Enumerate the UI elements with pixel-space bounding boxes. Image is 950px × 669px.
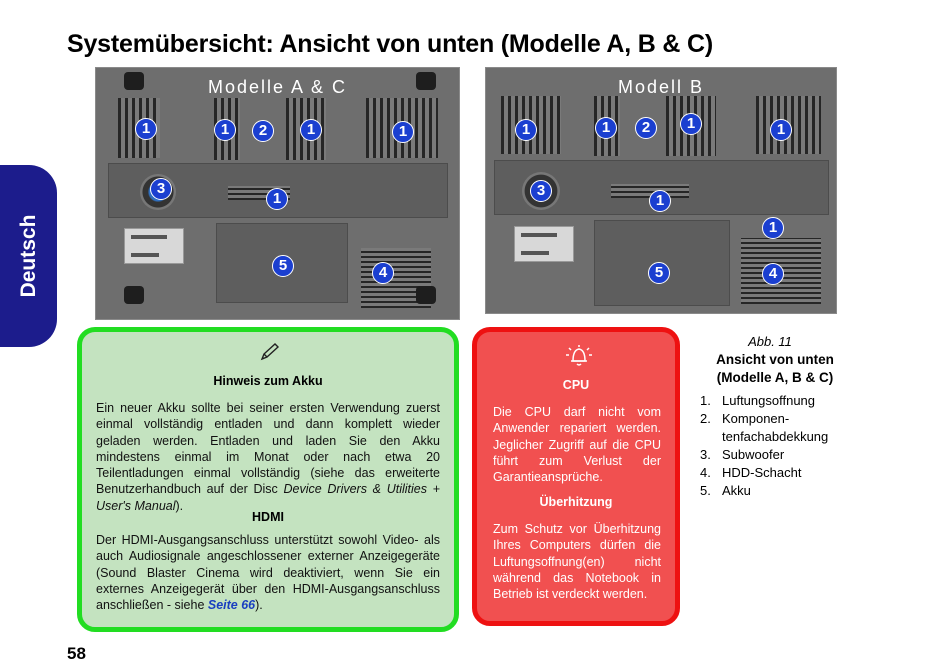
bottom-view-photo-model-b xyxy=(485,67,837,314)
photo-caption: Modelle A & C xyxy=(207,77,348,97)
figure-title: Ansicht von unten (Modelle A, B & C) xyxy=(716,352,834,385)
marker-hdd-bay: 4 xyxy=(762,263,784,285)
pencil-icon xyxy=(259,342,281,368)
legend-item: 2. Komponen-tenfachabdekkung xyxy=(700,411,829,444)
language-tab xyxy=(0,165,57,347)
cpu-heading: CPU xyxy=(562,378,590,392)
overheating-text: Zum Schutz vor Überhitzung Ihres Computers dürfen die Luftungsoffnung(en) nicht während das Notebook in Betrieb ist verdeckt werden. xyxy=(493,522,661,602)
legend-item: 3. Subwoofer xyxy=(700,447,785,462)
marker-vent: 1 xyxy=(300,119,322,141)
legend-item: 1. Luftungsoffnung xyxy=(700,393,816,408)
marker-vent: 1 xyxy=(649,190,671,212)
hdmi-text: Der HDMI-Ausgangsanschluss unterstützt sowohl Video- als auch Audiosignale angeschlossener externer Anzeigegeräte (Sound Blaster Cinema wird deaktiviert, wenn Sie ein externes Anzeigegerät über den HDMI-Ausgangsanschluss anschließen - siehe Seite 66). xyxy=(96,533,440,613)
photo-caption: Modell B xyxy=(617,77,705,97)
marker-vent: 1 xyxy=(762,217,784,239)
akku-text: Ein neuer Akku sollte bei seiner ersten Verwendung zuerst einmal vollständig entladen und dann komplett wieder geladen werden. Entladen und laden Sie den Akku mindestens einmal im Monat oder nach etwa 20 Teilentladungen einmal vollständig (siehe das erweiterte Benutzerhandbuch auf der Disc Device Drivers & Utilities + User's Manual). xyxy=(96,401,440,513)
page-number: 58 xyxy=(67,644,86,663)
marker-vent: 1 xyxy=(770,119,792,141)
marker-component-cover: 2 xyxy=(252,120,274,142)
hdmi-heading: HDMI xyxy=(252,510,284,524)
product-label xyxy=(124,228,184,264)
marker-hdd-bay: 4 xyxy=(372,262,394,284)
note-box xyxy=(77,327,459,632)
product-label xyxy=(514,226,574,262)
language-tab-label: Deutsch xyxy=(16,214,40,298)
marker-battery: 5 xyxy=(272,255,294,277)
rubber-foot xyxy=(124,286,144,304)
marker-vent: 1 xyxy=(680,113,702,135)
alarm-bell-icon xyxy=(563,342,595,373)
marker-vent: 1 xyxy=(595,117,617,139)
warning-box xyxy=(472,327,680,626)
overheating-heading: Überhitzung xyxy=(539,495,613,509)
marker-battery: 5 xyxy=(648,262,670,284)
marker-vent: 1 xyxy=(515,119,537,141)
legend-item: 4. HDD-Schacht xyxy=(700,465,802,480)
marker-vent: 1 xyxy=(392,121,414,143)
page-link[interactable]: Seite 66 xyxy=(207,598,256,613)
cpu-text: Die CPU darf nicht vom Anwender repariert werden. Jeglicher Zugriff auf die CPU führt zum Verlust der Garantieansprüche. xyxy=(493,405,661,485)
marker-vent: 1 xyxy=(135,118,157,140)
marker-component-cover: 2 xyxy=(635,117,657,139)
rubber-foot xyxy=(416,286,436,304)
figure-label: Abb. 11 xyxy=(748,334,792,349)
marker-subwoofer: 3 xyxy=(150,178,172,200)
marker-subwoofer: 3 xyxy=(530,180,552,202)
legend-item: 5. Akku xyxy=(700,483,751,498)
figure-legend xyxy=(700,392,850,500)
marker-vent: 1 xyxy=(214,119,236,141)
bottom-view-photo-models-a-c xyxy=(95,67,460,320)
page-title: Systemübersicht: Ansicht von unten (Modelle A, B & C) xyxy=(67,30,713,58)
akku-heading: Hinweis zum Akku xyxy=(213,374,323,388)
marker-vent: 1 xyxy=(266,188,288,210)
